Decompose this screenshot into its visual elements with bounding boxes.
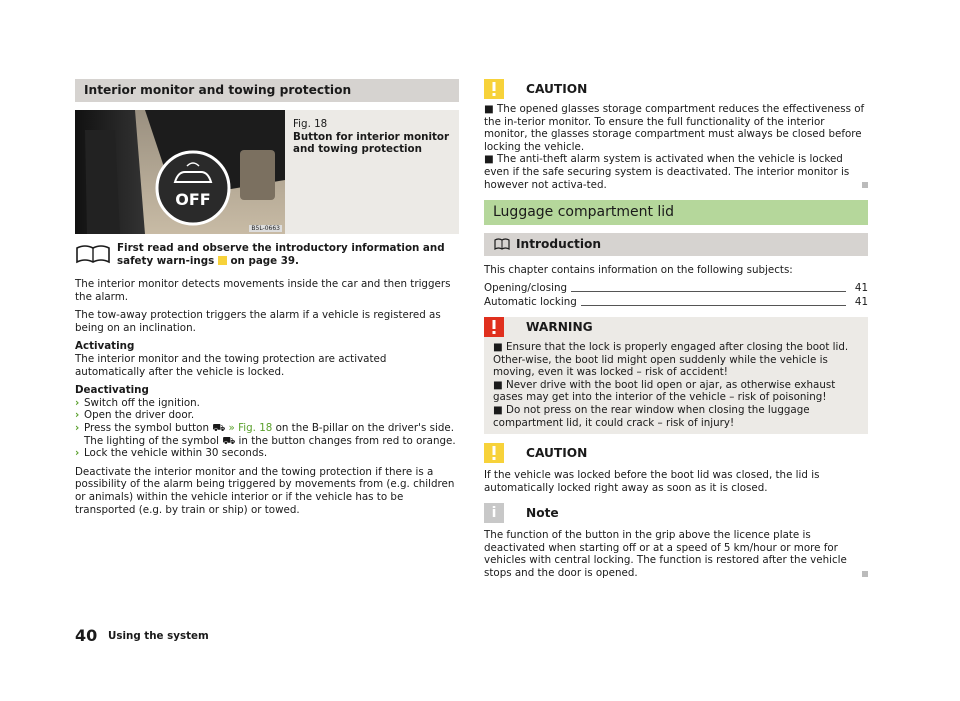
paragraph: The tow-away protection triggers the alarm if a vehicle is registered as being on an inclination. [75,309,441,334]
caution-body: If the vehicle was locked before the boot lid was closed, the lid is automatically locked right away as soon as it is closed. [484,469,820,494]
figure-caption [293,118,453,156]
intro-text: This chapter contains information on the following subjects: [484,264,793,276]
note-heading [484,503,868,523]
intro-note [75,242,459,272]
warning-item: Do not press on the rear window when closing the luggage compartment lid, it could crack – risk of injury! [493,403,810,429]
figure-link[interactable]: » Fig. 18 [228,421,273,434]
image-code: B5L-0663 [251,225,280,232]
car-alarm-icon: ⛟ [212,421,226,434]
caution-item: The opened glasses storage compartment reduces the effectiveness of the in-terior monitor. To ensure the full functionality of the interior monitor, the glasses storage compartment must always be closed before locking the vehicle. [484,103,865,153]
warning-item: Ensure that the lock is properly engaged after closing the boot lid. Other-wise, the boot lid might open suddenly while the vehicle is moving, even it was locked – risk of accident! [493,341,849,379]
caution-label: CAUTION [526,446,588,460]
off-button-text: OFF [175,190,211,209]
toc-entry[interactable] [484,282,868,295]
end-of-section-mark [862,182,868,188]
warning-item: Never drive with the boot lid open or ajar, as otherwise exhaust gases may get into the interior of the vehicle – risk of poisoning! [493,378,836,404]
paragraph: The interior monitor detects movements inside the car and then triggers the alarm. [75,278,451,303]
intro-title: Introduction [516,237,602,251]
toc-entry[interactable] [484,296,868,309]
car-alarm-icon: ⛟ [222,434,236,447]
caution-label: CAUTION [526,82,588,96]
chevron-right-icon: › [75,447,80,460]
note-text: The function of the button in the grip above the licence plate is deactivated when starting off or at a speed of 5 km/hour or more for vehicles with central locking. The function is restored after the vehicle stops and the door is opened. [484,529,847,579]
left-body [75,278,459,522]
chevron-right-icon: › [75,421,80,434]
end-of-section-mark [862,571,868,577]
open-book-icon [75,244,111,264]
small-warning-icon [218,256,227,265]
step-item: › Press the symbol button ⛟ » Fig. 18 on the B-pillar on the driver's side. The lighting of the symbol ⛟ in the button changes from red to orange. [75,421,456,447]
page-number: 40 [75,626,98,645]
chevron-right-icon: › [75,409,80,422]
warning-icon [484,317,504,337]
footer-section: Using the system [108,630,209,642]
caution-item: The anti-theft alarm system is activated when the vehicle is locked even if the safe securing system is deactivated. The interior monitor is however not activa-ted. [484,153,850,191]
deactivating-heading: Deactivating [75,384,149,397]
figure-label: Fig. 18 [293,118,328,130]
figure-title: Button for interior monitor and towing protection [293,130,450,156]
open-book-icon [494,238,510,250]
figure-box [75,110,459,234]
closing-paragraph: Deactivate the interior monitor and the towing protection if there is a possibility of the alarm being triggered by movements from (e.g. children or animals) within the vehicle interior or if the vehicle has to be transported (e.g. by train or ship) or towed. [75,465,455,516]
activating-text: The interior monitor and the towing protection are activated automatically after the vehicle is locked. [75,352,387,378]
info-icon: i [484,503,504,523]
step-item: › Lock the vehicle within 30 seconds. [75,447,268,460]
chevron-right-icon: › [75,396,80,409]
caution-heading [484,79,868,99]
toc-page: 41 [854,296,868,308]
warning-label: WARNING [526,320,593,334]
intro-heading [484,233,868,256]
toc-title: Opening/closing [484,282,571,295]
step-item: › Open the driver door. [75,409,195,422]
caution-icon [484,79,504,99]
chapter-title: Luggage compartment lid [484,200,868,225]
toc-page: 41 [854,282,868,294]
intro-note-text: First read and observe the introductory information and safety warn-ings [117,242,445,267]
caution-body: ■ The opened glasses storage compartment reduces the effectiveness of the in-terior monitor. To ensure the full functionality of the interior monitor, the glasses storage compartment must always be closed before locking the vehicle. ■ The anti-theft alarm system is activated when the vehicle is locked even if the safe securing system is deactivated. The interior monitor is however not activa-ted. [484,103,868,191]
car-interior-illustration [75,110,285,234]
step-item: › Switch off the ignition. [75,396,200,409]
warning-box: WARNING ■ Ensure that the lock is properly engaged after closing the boot lid. Other-wise, the boot lid might open suddenly while the vehicle is moving, even it was locked – risk of accident! ■ Never drive with the boot lid open or ajar, as otherwise exhaust gases may get into the interior of the vehicle – risk of poisoning! ■ Do not press on the rear window when closing the luggage compartment lid, it could crack – risk of injury! [484,317,868,434]
intro-note-page: on page 39. [230,254,299,267]
caution-heading [484,443,868,463]
toc-title: Automatic locking [484,296,581,309]
section-title: Interior monitor and towing protection [75,79,459,102]
note-label: Note [526,506,559,520]
figure-image [75,110,285,234]
activating-heading: Activating [75,340,135,353]
caution-icon [484,443,504,463]
